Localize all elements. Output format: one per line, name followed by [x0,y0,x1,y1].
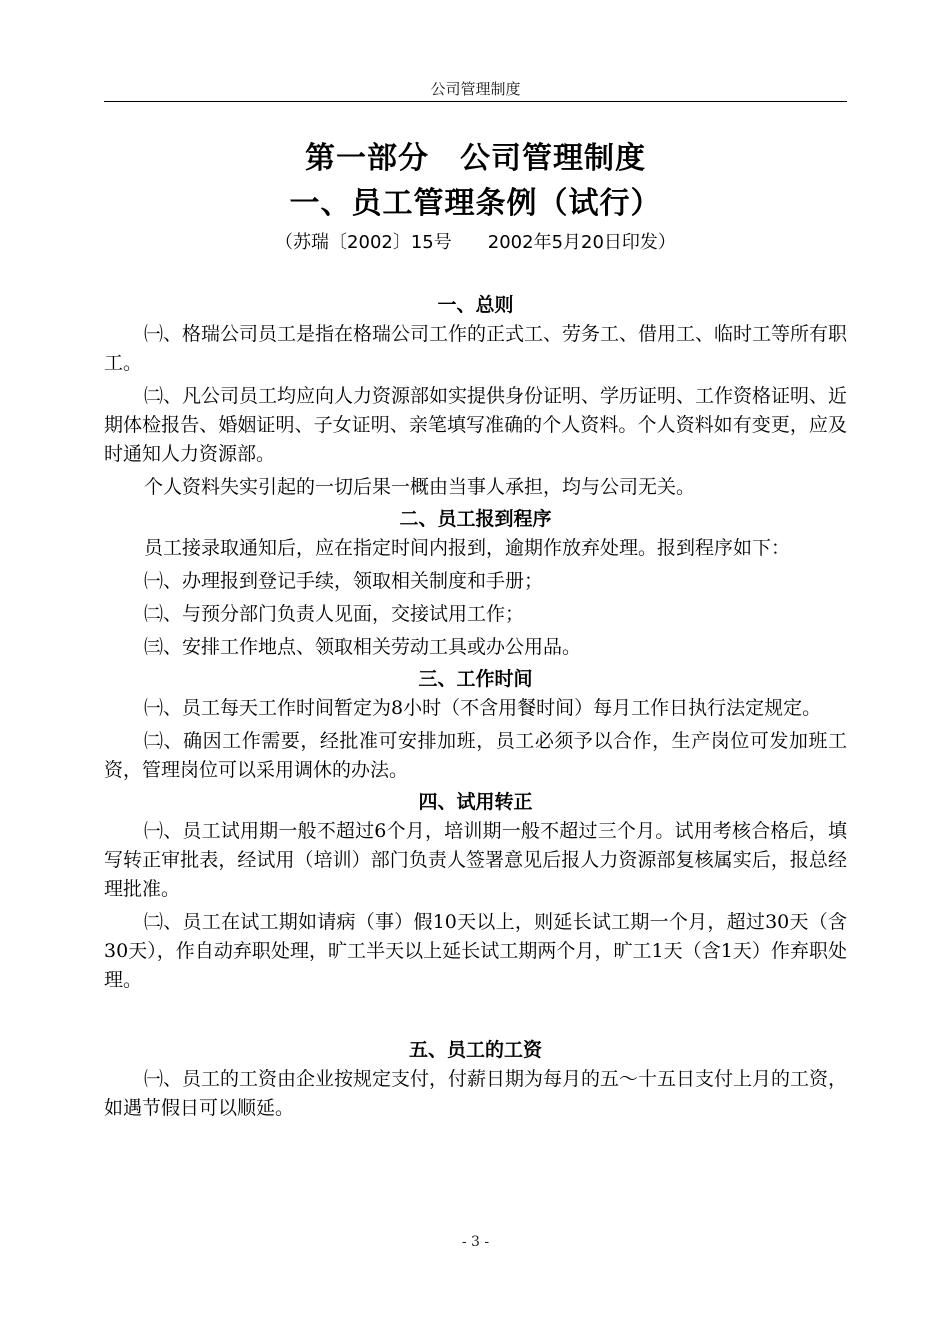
paragraph: ㈠、员工每天工作时间暂定为8小时（不含用餐时间）每月工作日执行法定规定。 [144,697,822,719]
paragraph: ㈢、安排工作地点、领取相关劳动工具或办公用品。 [144,636,582,658]
section-spacer [104,999,847,1037]
paragraph: 员工接录取通知后，应在指定时间内报到，逾期作放弃处理。报到程序如下： [144,537,791,559]
issue-info: （苏瑞〔2002〕15号 2002年5月20日印发） [275,232,676,253]
section-heading: 五、员工的工资 [408,1039,542,1061]
section-heading: 二、员工报到程序 [399,508,552,530]
paragraph: ㈠、员工试用期一般不超过6个月，培训期一般不超过三个月。试用考核合格后，填写转正审批表，经试用（培训）部门负责人签署意见后报人力资源部复核属实后，报总经理批准。 [104,820,847,900]
paragraph: ㈡、凡公司员工均应向人力资源部如实提供身份证明、学历证明、工作资格证明、近期体检报告、婚姻证明、子女证明、亲笔填写准确的个人资料。个人资料如有变更，应及时通知人力资源部。 [104,385,848,465]
section-general [104,292,847,502]
section-working-hours [104,666,847,785]
section-heading: 一、总则 [437,294,514,316]
section-wages [104,1037,847,1123]
paragraph: ㈠、员工的工资由企业按规定支付，付薪日期为每月的五～十五日支付上月的工资，如遇节假日可以顺延。 [104,1068,848,1119]
section-heading: 四、试用转正 [418,791,533,813]
document-title: 一、员工管理条例（试行） [289,186,662,221]
section-heading: 三、工作时间 [418,668,533,690]
paragraph: ㈡、员工在试工期如请病（事）假10天以上，则延长试工期一个月，超过30天（含30天），作自动弃职处理，旷工半天以上延长试工期两个月，旷工1天（含1天）作弃职处理。 [104,911,847,991]
paragraph: ㈡、与预分部门负责人见面，交接试用工作； [144,603,525,625]
paragraph: ㈠、办理报到登记手续，领取相关制度和手册； [144,570,544,592]
paragraph: 个人资料失实引起的一切后果一概由当事人承担，均与公司无关。 [144,476,696,498]
header-rule [104,101,847,102]
section-report-procedure [104,506,847,662]
section-probation [104,789,847,995]
paragraph: ㈡、确因工作需要，经批准可安排加班，员工必须予以合作，生产岗位可发加班工资，管理岗位可以采用调休的办法。 [104,730,847,781]
running-header: 公司管理制度 [430,80,521,98]
document-body [104,292,847,1127]
paragraph: ㈠、格瑞公司员工是指在格瑞公司工作的正式工、劳务工、借用工、临时工等所有职工。 [104,323,848,374]
page-number: - 3 - [461,1234,490,1250]
part-title: 第一部分 公司管理制度 [305,141,646,176]
